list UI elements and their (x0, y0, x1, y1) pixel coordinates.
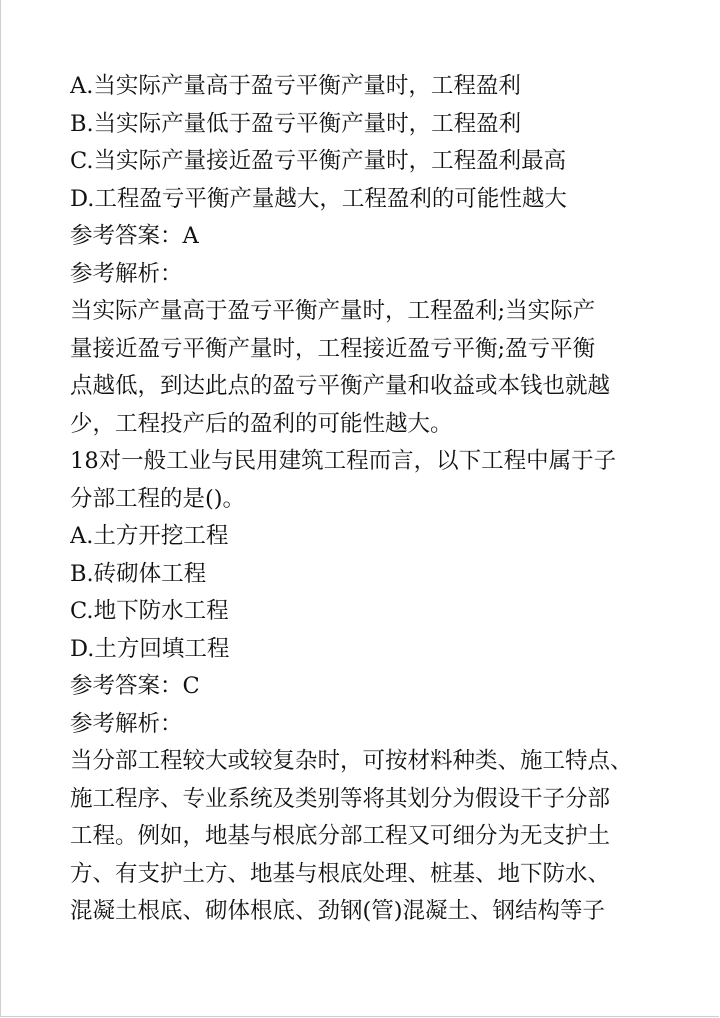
option-c: C.当实际产量接近盈亏平衡产量时，工程盈利最高 (70, 148, 567, 174)
option-d: D.土方回填工程 (70, 635, 230, 662)
analysis-line: 当分部工程较大或较复杂时，可按材料种类、施工特点、 (70, 748, 633, 774)
analysis-text (70, 293, 660, 443)
document-body (70, 68, 660, 931)
analysis-line: 少，工程投产后的盈利的可能性越大。 (70, 410, 453, 437)
option-d: D.工程盈亏平衡产量越大，工程盈利的可能性越大 (70, 185, 567, 212)
analysis-line: 施工程序、专业系统及类别等将其划分为假设干子分部 (70, 785, 611, 812)
analysis-line: 量接近盈亏平衡产量时，工程接近盈亏平衡;盈亏平衡 (70, 335, 596, 362)
analysis-line: 方、有支护土方、地基与根底处理、桩基、地下防水、 (70, 860, 611, 887)
question-18-options (70, 518, 660, 668)
analysis-text (70, 743, 660, 931)
answer-line: 参考答案：C (70, 673, 200, 699)
option-b: B.当实际产量低于盈亏平衡产量时，工程盈利 (70, 110, 522, 137)
analysis-line: 当实际产量高于盈亏平衡产量时，工程盈利;当实际产 (70, 298, 596, 324)
question-18-stem (70, 443, 660, 518)
option-a: A.当实际产量高于盈亏平衡产量时，工程盈利 (70, 73, 521, 99)
answer-line: 参考答案：A (70, 223, 199, 249)
option-b: B.砖砌体工程 (70, 560, 207, 587)
analysis-label: 参考解析： (70, 710, 183, 737)
question-line: 分部工程的是()。 (70, 485, 246, 512)
option-a: A.土方开挖工程 (70, 523, 229, 549)
analysis-line: 混凝土根底、砌体根底、劲钢(管)混凝土、钢结构等子 (70, 898, 606, 924)
question-line: 18对一般工业与民用建筑工程而言，以下工程中属于子 (70, 448, 617, 474)
option-c: C.地下防水工程 (70, 598, 229, 624)
analysis-label: 参考解析： (70, 260, 183, 287)
question-17-options (70, 68, 660, 218)
analysis-line: 点越低，到达此点的盈亏平衡产量和收益或本钱也就越 (70, 373, 611, 399)
analysis-line: 工程。例如，地基与根底分部工程又可细分为无支护土 (70, 823, 611, 849)
